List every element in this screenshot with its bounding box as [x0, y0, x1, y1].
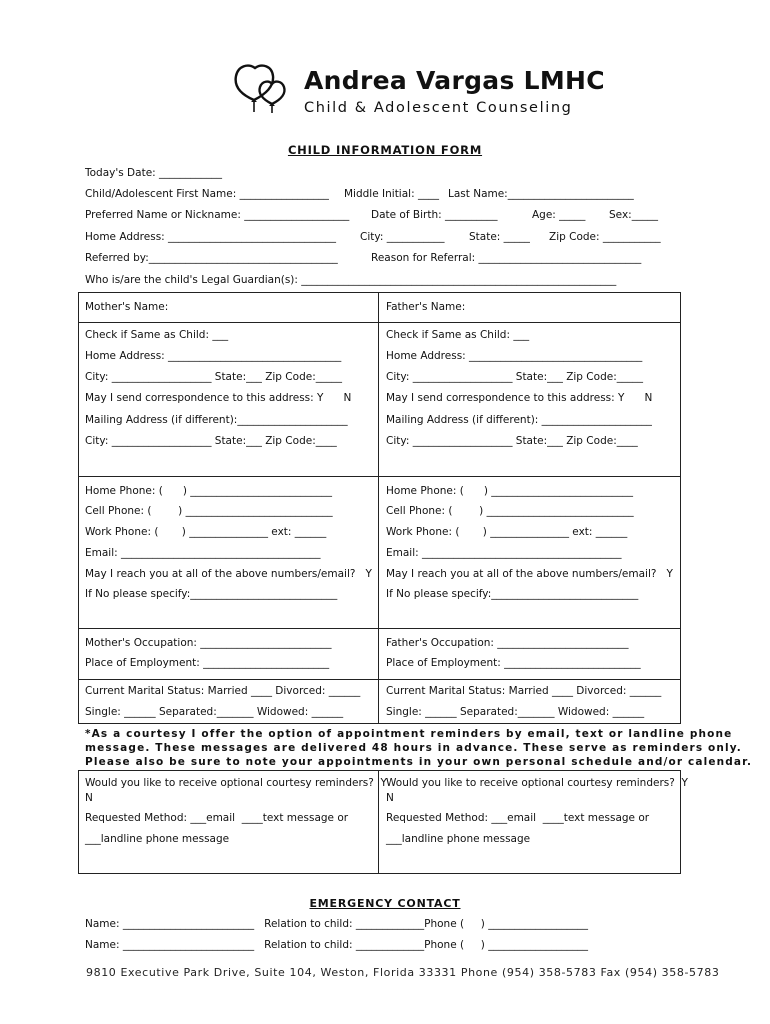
referral-reason-field[interactable]: Reason for Referral: _______________________________	[371, 252, 642, 264]
father-occupation[interactable]: Father's Occupation: _________________________	[386, 637, 629, 649]
home-address-field[interactable]: Home Address: ________________________________	[85, 231, 337, 243]
preferred-name-field[interactable]: Preferred Name or Nickname: ____________________	[85, 209, 350, 221]
mother-same-as-child[interactable]: Check if Same as Child: ___	[85, 329, 229, 341]
mother-reminder-method[interactable]: Requested Method: ___email ____text message or	[85, 812, 349, 824]
emergency-contact-row-1[interactable]: Name: _________________________ Relation to child: _____________Phone ( ) ___________________	[85, 918, 588, 930]
mother-cell-phone[interactable]: Cell Phone: ( ) ____________________________	[85, 505, 333, 517]
age-field[interactable]: Age: _____	[532, 209, 586, 221]
practice-subtitle: Child & Adolescent Counseling	[304, 100, 573, 116]
father-name-field[interactable]: Father's Name:	[386, 301, 466, 313]
mother-occupation[interactable]: Mother's Occupation: _________________________	[85, 637, 332, 649]
father-mailing-city-state-zip[interactable]: City: ___________________ State:___ Zip Code:____	[386, 435, 638, 447]
parents-divider	[378, 292, 379, 724]
father-employment[interactable]: Place of Employment: __________________________	[386, 657, 641, 669]
practice-name: Andrea Vargas LMHC	[304, 66, 605, 95]
mother-reminder-landline[interactable]: ___landline phone message	[85, 833, 230, 845]
mother-email[interactable]: Email: ______________________________________	[85, 547, 321, 559]
mother-employment[interactable]: Place of Employment: ________________________	[85, 657, 330, 669]
form-title: CHILD INFORMATION FORM	[287, 143, 483, 157]
mother-reminders-no[interactable]: N	[85, 792, 93, 804]
mother-city-state-zip[interactable]: City: ___________________ State:___ Zip Code:_____	[85, 371, 342, 383]
row-divider	[78, 476, 681, 477]
father-if-no[interactable]: If No please specify:____________________________	[386, 588, 639, 600]
father-work-phone[interactable]: Work Phone: ( ) _______________ ext: ______	[386, 526, 628, 538]
father-send-correspondence[interactable]: May I send correspondence to this address: Y N	[386, 392, 653, 404]
row-divider	[78, 679, 681, 680]
first-name-field[interactable]: Child/Adolescent First Name: _________________	[85, 188, 329, 200]
mother-home-address[interactable]: Home Address: _________________________________	[85, 350, 342, 362]
father-same-as-child[interactable]: Check if Same as Child: ___	[386, 329, 530, 341]
father-email[interactable]: Email: ______________________________________	[386, 547, 622, 559]
mother-home-phone[interactable]: Home Phone: ( ) ___________________________	[85, 485, 333, 497]
mother-name-field[interactable]: Mother's Name:	[85, 301, 169, 313]
mother-reminders-question[interactable]: Would you like to receive optional courtesy reminders? Y	[85, 777, 387, 789]
middle-initial-field[interactable]: Middle Initial: ____	[344, 188, 439, 200]
legal-guardian-field[interactable]: Who is/are the child's Legal Guardian(s): ____________________________________________________________	[85, 274, 617, 286]
father-cell-phone[interactable]: Cell Phone: ( ) ____________________________	[386, 505, 634, 517]
father-reminder-method[interactable]: Requested Method: ___email ____text message or	[386, 812, 650, 824]
father-mailing-address[interactable]: Mailing Address (if different): _____________________	[386, 414, 652, 426]
father-reminders-no[interactable]: N	[386, 792, 394, 804]
father-home-phone[interactable]: Home Phone: ( ) ___________________________	[386, 485, 634, 497]
courtesy-notice: *As a courtesy I offer the option of appointment reminders by email, text or landline phone message. These messages are delivered 48 hours in advance. These serve as reminders only. Please also be sure to note your appointments in your own personal schedule and/or calendar.	[85, 728, 753, 768]
mother-mailing-address[interactable]: Mailing Address (if different):_____________________	[85, 414, 348, 426]
logo	[232, 60, 302, 116]
mother-reach-numbers[interactable]: May I reach you at all of the above numbers/email? Y	[85, 568, 372, 580]
footer-address: 9810 Executive Park Drive, Suite 104, Weston, Florida 33331 Phone (954) 358-5783 Fax (954) 358-5783	[86, 966, 720, 979]
last-name-field[interactable]: Last Name:________________________	[448, 188, 634, 200]
father-reminders-question[interactable]: Would you like to receive optional courtesy reminders? Y	[386, 777, 688, 789]
mother-if-no[interactable]: If No please specify:____________________________	[85, 588, 338, 600]
emergency-contact-row-2[interactable]: Name: _________________________ Relation to child: _____________Phone ( ) ___________________	[85, 939, 588, 951]
balloon-hearts-icon	[232, 60, 302, 116]
dob-field[interactable]: Date of Birth: __________	[371, 209, 498, 221]
mother-single-status[interactable]: Single: ______ Separated:_______ Widowed: ______	[85, 706, 344, 718]
city-field[interactable]: City: ___________	[360, 231, 445, 243]
father-reach-numbers[interactable]: May I reach you at all of the above numbers/email? Y	[386, 568, 673, 580]
referred-by-field[interactable]: Referred by:____________________________________	[85, 252, 338, 264]
state-field[interactable]: State: _____	[469, 231, 530, 243]
father-home-address[interactable]: Home Address: _________________________________	[386, 350, 643, 362]
mother-send-correspondence[interactable]: May I send correspondence to this address: Y N	[85, 392, 352, 404]
father-reminder-landline[interactable]: ___landline phone message	[386, 833, 531, 845]
mother-marital-status[interactable]: Current Marital Status: Married ____ Divorced: ______	[85, 685, 361, 697]
todays-date-field[interactable]: Today's Date: ____________	[85, 167, 223, 179]
zip-field[interactable]: Zip Code: ___________	[549, 231, 661, 243]
row-divider	[78, 322, 681, 323]
mother-mailing-city-state-zip[interactable]: City: ___________________ State:___ Zip Code:____	[85, 435, 337, 447]
mother-work-phone[interactable]: Work Phone: ( ) _______________ ext: ______	[85, 526, 327, 538]
father-marital-status[interactable]: Current Marital Status: Married ____ Divorced: ______	[386, 685, 662, 697]
father-city-state-zip[interactable]: City: ___________________ State:___ Zip Code:_____	[386, 371, 643, 383]
father-single-status[interactable]: Single: ______ Separated:_______ Widowed: ______	[386, 706, 645, 718]
row-divider	[78, 628, 681, 629]
sex-field[interactable]: Sex:_____	[609, 209, 658, 221]
emergency-contact-title: EMERGENCY CONTACT	[309, 897, 461, 910]
